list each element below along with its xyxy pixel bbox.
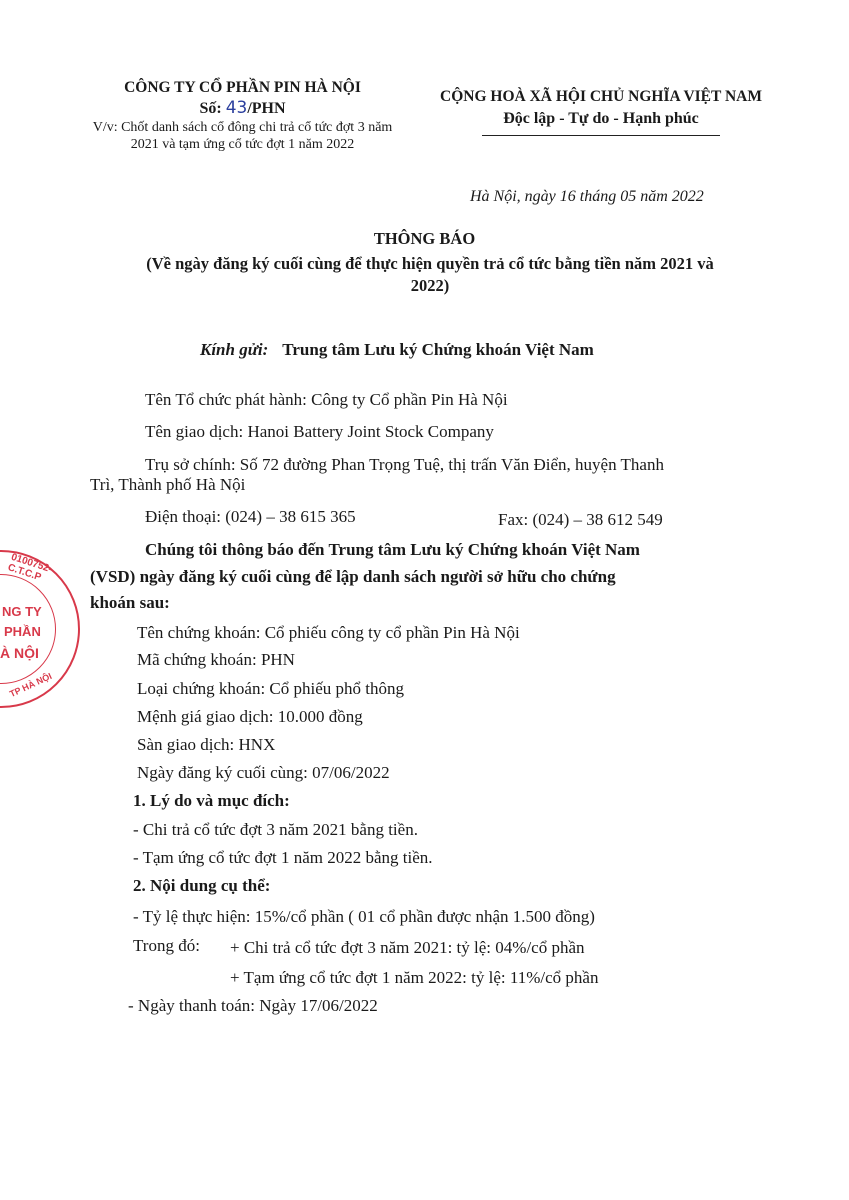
company-seal bbox=[0, 550, 80, 708]
security-name: Tên chứng khoán: Cổ phiếu công ty cổ phần Pin Hà Nội bbox=[137, 623, 520, 642]
seal-text-line2: PHẦN bbox=[4, 624, 41, 639]
issuer-trade-name: Tên giao dịch: Hanoi Battery Joint Stock Company bbox=[145, 422, 494, 441]
date-line: Hà Nội, ngày 16 tháng 05 năm 2022 bbox=[470, 188, 704, 205]
issuer-fax: Fax: (024) – 38 612 549 bbox=[498, 510, 663, 529]
detail-item: + Tạm ứng cổ tức đợt 1 năm 2022: tỷ lệ: 11%/cổ phần bbox=[230, 968, 599, 987]
company-name: CÔNG TY CỔ PHẦN PIN HÀ NỘI bbox=[124, 79, 361, 96]
issuer-header bbox=[90, 78, 395, 153]
section1-item: - Chi trả cổ tức đợt 3 năm 2021 bằng tiền. bbox=[133, 820, 418, 839]
section1-heading: 1. Lý do và mục đích: bbox=[133, 791, 290, 810]
document-number bbox=[90, 98, 395, 119]
issuer-name: Tên Tổ chức phát hành: Công ty Cổ phần Pin Hà Nội bbox=[145, 390, 508, 409]
security-par-value: Mệnh giá giao dịch: 10.000 đồng bbox=[137, 707, 363, 726]
seal-text-line1: NG TY bbox=[2, 604, 42, 619]
issuer-address-line1: Trụ sở chính: Số 72 đường Phan Trọng Tuệ, thị trấn Văn Điển, huyện Thanh bbox=[145, 455, 664, 474]
security-record-date: Ngày đăng ký cuối cùng: 07/06/2022 bbox=[137, 763, 390, 782]
doc-no-suffix: /PHN bbox=[247, 100, 286, 117]
seal-arc-bottom-text: TP HÀ NỘI bbox=[8, 670, 54, 700]
seal-text-line3: À NỘI bbox=[0, 645, 39, 661]
security-exchange: Sàn giao dịch: HNX bbox=[137, 735, 276, 754]
document-subject: V/v: Chốt danh sách cổ đông chi trả cổ tức đợt 3 năm 2021 và tạm ứng cổ tức đợt 1 năm 2022 bbox=[92, 120, 393, 152]
payment-date: - Ngày thanh toán: Ngày 17/06/2022 bbox=[128, 996, 378, 1015]
doc-no-prefix: Số: bbox=[199, 100, 222, 117]
recipient-label: Kính gửi: bbox=[200, 340, 269, 359]
issuer-phone: Điện thoại: (024) – 38 615 365 bbox=[145, 507, 356, 526]
notice-subtitle: (Về ngày đăng ký cuối cùng để thực hiện quyền trả cổ tức bằng tiền năm 2021 và 2022) bbox=[146, 254, 714, 295]
notice-intro-line1: Chúng tôi thông báo đến Trung tâm Lưu ký Chứng khoán Việt Nam bbox=[145, 540, 640, 559]
notice-intro-line3: khoán sau: bbox=[90, 593, 170, 612]
section2-heading: 2. Nội dung cụ thể: bbox=[133, 876, 271, 895]
seal-arc-top-text: 0100752-C.T.C.P bbox=[6, 551, 54, 584]
doc-no-handwritten: 43 bbox=[225, 98, 248, 118]
recipient-value: Trung tâm Lưu ký Chứng khoán Việt Nam bbox=[282, 340, 594, 359]
detail-label: Trong đó: bbox=[133, 936, 200, 955]
motto-underline bbox=[482, 135, 720, 136]
section1-item: - Tạm ứng cổ tức đợt 1 năm 2022 bằng tiền. bbox=[133, 848, 433, 867]
issuer-address-line2: Trì, Thành phố Hà Nội bbox=[90, 475, 246, 494]
national-motto: Độc lập - Tự do - Hạnh phúc bbox=[503, 110, 699, 127]
security-code: Mã chứng khoán: PHN bbox=[137, 650, 295, 669]
detail-item: + Chi trả cổ tức đợt 3 năm 2021: tỷ lệ: 04%/cổ phần bbox=[230, 938, 585, 957]
national-header bbox=[416, 86, 786, 136]
security-type: Loại chứng khoán: Cổ phiếu phổ thông bbox=[137, 679, 405, 698]
recipient bbox=[200, 340, 594, 360]
notice-intro-line2: (VSD) ngày đăng ký cuối cùng để lập danh sách người sở hữu cho chứng bbox=[90, 567, 616, 586]
dividend-rate: - Tỷ lệ thực hiện: 15%/cổ phần ( 01 cổ phần được nhận 1.500 đồng) bbox=[133, 907, 595, 926]
nation-name: CỘNG HOÀ XÃ HỘI CHỦ NGHĨA VIỆT NAM bbox=[440, 88, 762, 105]
notice-title: THÔNG BÁO bbox=[373, 229, 476, 248]
